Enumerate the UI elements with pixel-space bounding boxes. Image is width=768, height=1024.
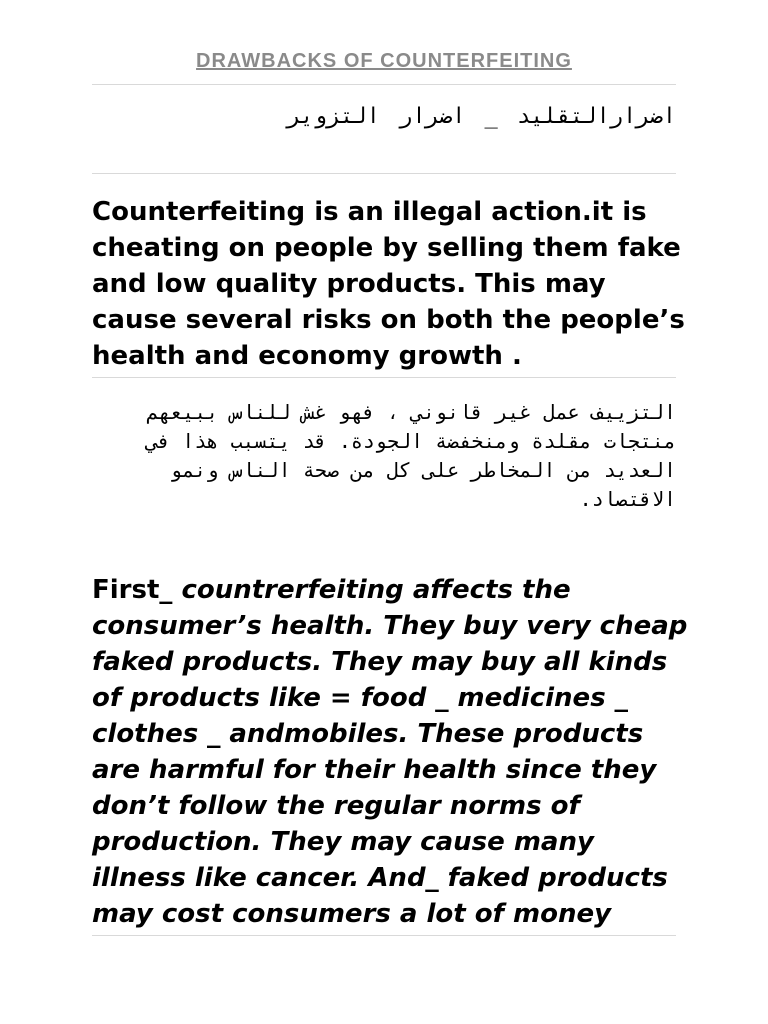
divider: [92, 935, 676, 936]
document-title: DRAWBACKS OF COUNTERFEITING: [196, 50, 572, 72]
divider: [92, 173, 676, 174]
first-point-lead: First_: [92, 575, 173, 605]
document-page: [92, 0, 688, 1024]
divider: [92, 84, 676, 85]
intro-paragraph-arabic: التزييف عمل غير قانوني ، فهو غش للناس ببيعهم منتجات مقلدة ومنخفضة الجودة. قد يتسبب هذا في العديد من المخاطر على كل من صحة الناس ونمو الاقتصاد.: [146, 400, 676, 511]
arabic-title: اضرارالتقليد _ اضرار التزوير: [287, 104, 676, 129]
intro-paragraph-english: Counterfeiting is an illegal action.it is cheating on people by selling them fake and low quality products. This may cause several risks on both the people’s health and economy growth .: [92, 197, 685, 371]
first-point-paragraph: [92, 572, 692, 932]
divider: [92, 377, 676, 378]
first-point-body: countrerfeiting affects the consumer’s health. They buy very cheap faked products. They may buy all kinds of products like = food _ medicines _ clothes _ andmobiles. These products are harmful for their health since they don’t follow the regular norms of production. They may cause many illness like cancer. And_ faked products may cost consumers a lot of money: [92, 575, 688, 929]
